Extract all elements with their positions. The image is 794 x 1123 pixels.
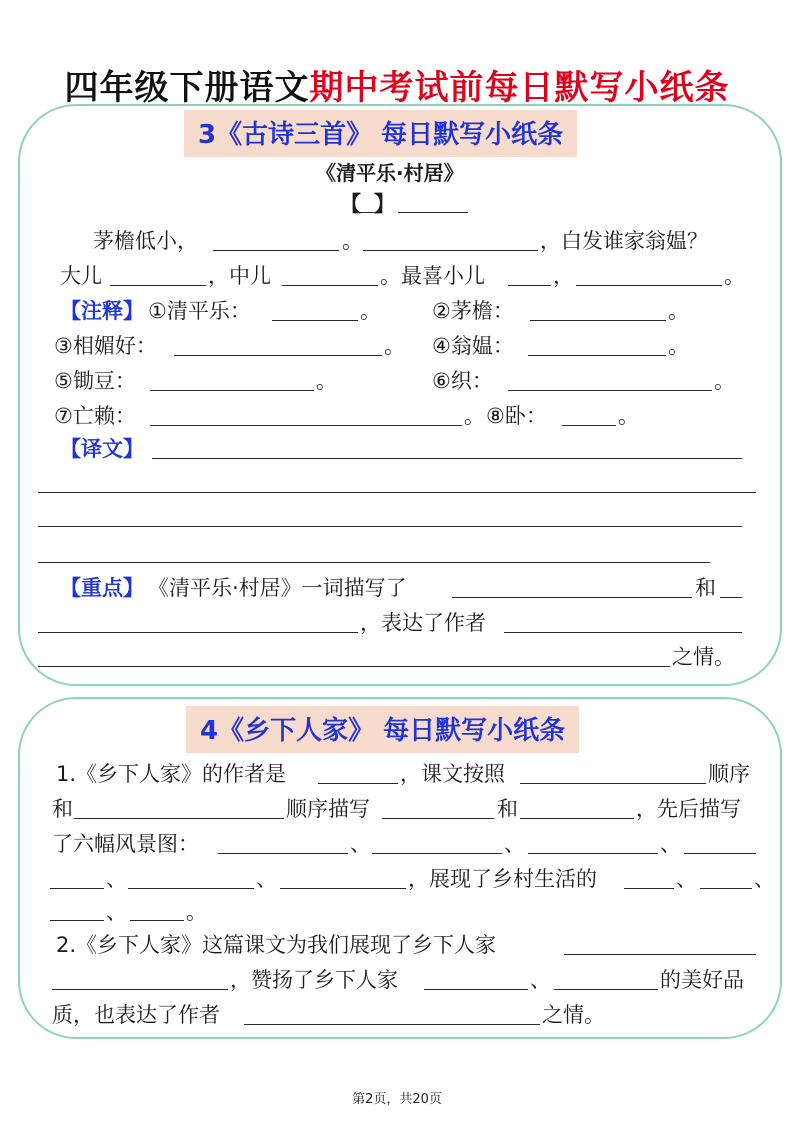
blank[interactable] — [700, 888, 752, 889]
blank[interactable] — [52, 989, 228, 990]
blank[interactable] — [372, 853, 502, 854]
q1-a: 1.《乡下人家》的作者是 — [56, 762, 287, 786]
period: 。 — [384, 334, 405, 358]
page-title — [0, 60, 794, 109]
key-text-d: 之情。 — [672, 645, 735, 669]
blank[interactable] — [150, 390, 314, 391]
poem-title: 《清平乐·村居》 — [316, 161, 464, 185]
page-footer: 第2页，共20页 — [352, 1092, 442, 1107]
period: 。 — [668, 299, 689, 323]
blank[interactable] — [562, 425, 616, 426]
author-bracket-open: 【 — [340, 192, 361, 216]
blank[interactable] — [174, 355, 382, 356]
blank[interactable] — [508, 390, 712, 391]
q2-c: 的美好品 — [660, 968, 744, 992]
comma: 、 — [106, 900, 127, 924]
blank[interactable] — [280, 888, 406, 889]
q1-j: 。 — [186, 900, 207, 924]
author-bracket-close: 】 — [374, 192, 395, 216]
blank[interactable] — [530, 320, 666, 321]
blank[interactable] — [213, 250, 339, 251]
q1-e: 顺序描写 — [286, 797, 370, 821]
blank[interactable] — [504, 632, 742, 633]
blank[interactable] — [218, 853, 348, 854]
blank[interactable] — [576, 285, 722, 286]
blank[interactable] — [720, 597, 742, 598]
translation-line[interactable] — [38, 562, 710, 563]
comma: 、 — [350, 832, 371, 856]
q1-d: 和 — [52, 797, 73, 821]
page-title-part2: 期中考试前每日默写小纸条 — [309, 68, 730, 108]
author-blank[interactable] — [357, 212, 375, 213]
blank[interactable] — [74, 818, 284, 819]
blank[interactable] — [150, 425, 462, 426]
comma: 、 — [504, 832, 525, 856]
translation-line[interactable] — [38, 526, 742, 527]
note3: ③相媚好： — [54, 334, 157, 358]
q2-d: 质，也表达了作者 — [52, 1003, 220, 1027]
period: 。 — [668, 334, 689, 358]
poem-line1-a: 茅檐低小， — [93, 229, 198, 253]
blank[interactable] — [272, 320, 358, 321]
comma: 、 — [676, 867, 697, 891]
comma: 、 — [660, 832, 681, 856]
comma: 、 — [106, 867, 127, 891]
comma: 、 — [256, 867, 277, 891]
q2-b: ，赞扬了乡下人家 — [230, 968, 398, 992]
q1-c: 顺序 — [708, 762, 750, 786]
blank[interactable] — [508, 285, 551, 286]
blank[interactable] — [624, 888, 674, 889]
period: 。 — [316, 369, 337, 393]
blank[interactable] — [363, 250, 538, 251]
blank[interactable] — [38, 666, 670, 667]
note1: ①清平乐： — [148, 299, 251, 323]
note4: ④翁媪： — [432, 334, 514, 358]
blank[interactable] — [128, 888, 254, 889]
blank[interactable] — [452, 597, 692, 598]
blank[interactable] — [318, 783, 398, 784]
q2-e: 之情。 — [542, 1003, 605, 1027]
poet-blank[interactable] — [398, 212, 468, 213]
comma: 、 — [530, 968, 551, 992]
blank[interactable] — [528, 853, 658, 854]
translation-label: 【译文】 — [60, 437, 144, 461]
section2-header: 4《乡下人家》 每日默写小纸条 — [186, 706, 579, 753]
note8: ⑧卧： — [486, 404, 547, 428]
blank[interactable] — [684, 853, 756, 854]
comma: 、 — [754, 867, 775, 891]
blank[interactable] — [50, 888, 104, 889]
blank[interactable] — [282, 285, 378, 286]
period: 。 — [360, 299, 381, 323]
q1-g: ，先后描写 — [636, 797, 741, 821]
q1-i: ，展现了乡村生活的 — [408, 867, 597, 891]
section1-header: 3《古诗三首》 每日默写小纸条 — [184, 110, 577, 157]
poem-line1-b: 。 — [342, 229, 363, 253]
poem-line2-b: ，中儿 — [208, 264, 271, 288]
poem-line2-c: 。最喜小儿 — [380, 264, 485, 288]
blank[interactable] — [244, 1024, 540, 1025]
notes-label: 【注释】 — [60, 299, 144, 323]
blank[interactable] — [554, 989, 658, 990]
note5: ⑤锄豆： — [54, 369, 136, 393]
q1-b: ，课文按照 — [400, 762, 505, 786]
blank[interactable] — [520, 818, 634, 819]
key-text-a: 《清平乐·村居》一词描写了 — [148, 576, 407, 600]
note2: ②茅檐： — [432, 299, 514, 323]
translation-line[interactable] — [152, 458, 742, 459]
poem-line1-c: ，白发谁家翁媪？ — [540, 229, 708, 253]
page-title-part1: 四年级下册语文 — [64, 68, 310, 108]
note7: ⑦亡赖： — [54, 404, 136, 428]
blank[interactable] — [382, 818, 494, 819]
key-text-c: ，表达了作者 — [360, 611, 486, 635]
poem-line2-a: 大儿 — [60, 264, 102, 288]
q1-h: 了六幅风景图： — [52, 832, 199, 856]
q1-f: 和 — [497, 797, 518, 821]
key-text-b: 和 — [695, 576, 716, 600]
blank[interactable] — [130, 920, 184, 921]
blank[interactable] — [520, 783, 706, 784]
period: 。 — [714, 369, 735, 393]
poem-line2-d: ， — [553, 264, 574, 288]
blank[interactable] — [564, 954, 756, 955]
key-label: 【重点】 — [60, 576, 144, 600]
blank[interactable] — [38, 632, 358, 633]
q2-a: 2.《乡下人家》这篇课文为我们展现了乡下人家 — [56, 933, 497, 957]
blank[interactable] — [110, 285, 206, 286]
translation-line[interactable] — [38, 492, 756, 493]
poem-line2-e: 。 — [724, 264, 745, 288]
period: 。 — [464, 404, 485, 428]
note6: ⑥织： — [432, 369, 493, 393]
blank[interactable] — [528, 355, 666, 356]
blank[interactable] — [50, 920, 104, 921]
blank[interactable] — [424, 989, 528, 990]
period: 。 — [618, 404, 639, 428]
